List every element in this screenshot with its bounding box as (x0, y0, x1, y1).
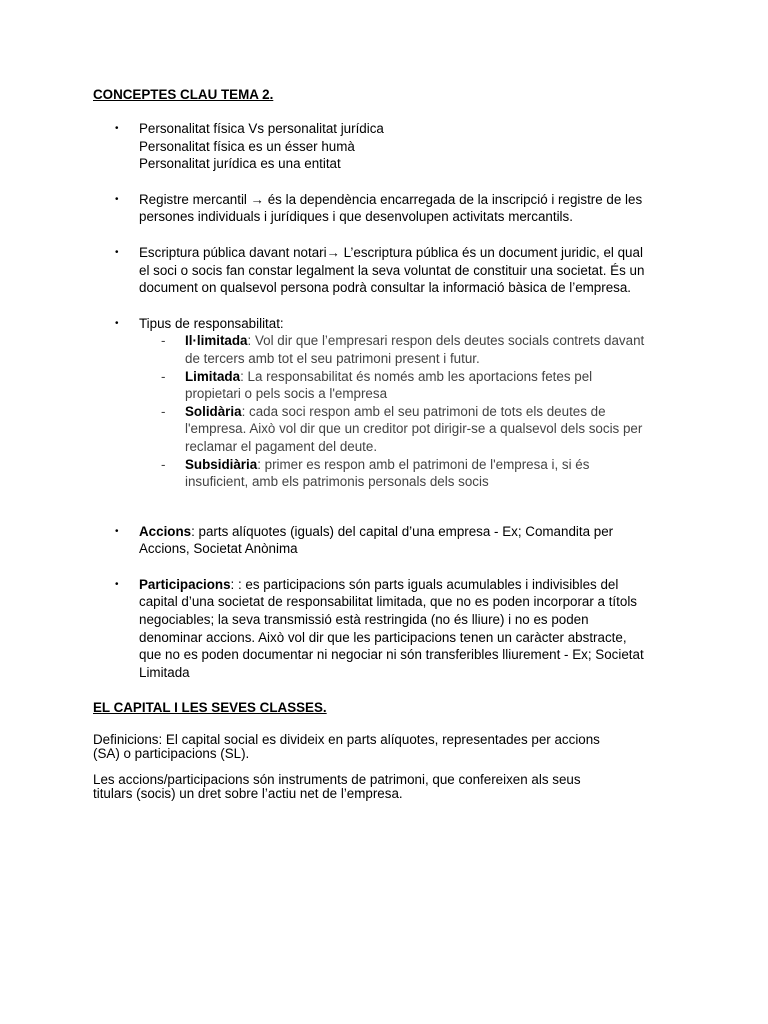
text-line: titulars (socis) un dret sobre l’actiu net de l’empresa. (93, 786, 403, 802)
text-line: negociables; la seva transmissió està restringida (no és lliure) i no es poden (139, 612, 589, 628)
paragraph-definicions (93, 733, 683, 761)
dash-icon: - (161, 333, 166, 349)
text-line: : Vol dir que l’empresari respon dels deutes socials contrets davant (247, 333, 645, 349)
bullet-icon: • (115, 525, 119, 537)
list-item-personalitat (93, 120, 683, 173)
text-line: denominar accions. Això vol dir que les participacions tenen un caràcter abstracte, (139, 629, 627, 645)
responsabilitat-sublist (139, 332, 683, 490)
text-line: que no es poden documentar ni negociar ni són transferibles lliurement - Ex; Societat (139, 647, 644, 663)
subitem-solidaria (139, 403, 683, 456)
paragraph-accions-participacions (93, 773, 683, 801)
bullet-icon: • (115, 193, 119, 205)
document-content (93, 86, 683, 813)
subitem-illimitada (139, 332, 683, 367)
text-line: de tercers amb tot el seu patrimoni present i futur. (185, 350, 480, 366)
text-line: Tipus de responsabilitat: (139, 315, 284, 331)
text-line: capital d’una societat de responsabilitat limitada, que no es poden incorporar a títols (139, 594, 637, 610)
bullet-icon: • (115, 578, 119, 590)
text-line: reclamar el pagament del deute. (185, 438, 378, 454)
term-label: Accions (139, 523, 192, 539)
term-label: Il·limitada (185, 333, 248, 349)
text-line: Definicions: El capital social es divideix en parts alíquotes, representades per accions (93, 732, 600, 748)
text-line: document on qualsevol persona podrà consultar la informació bàsica de l’empresa. (139, 280, 632, 296)
subitem-limitada (139, 368, 683, 403)
dash-icon: - (161, 368, 166, 384)
bullet-icon: • (115, 123, 119, 134)
bullet-icon: • (115, 246, 119, 258)
text-line: (SA) o participacions (SL). (93, 746, 250, 762)
bullet-icon: • (115, 317, 119, 329)
text-line: : primer es respon amb el patrimoni de l'empresa i, si és (257, 456, 590, 472)
section-title-capital: EL CAPITAL I LES SEVES CLASSES. (93, 700, 327, 716)
text-line: : cada soci respon amb el seu patrimoni de tots els deutes de (241, 403, 606, 419)
text-line: : : es participacions són parts iguals acumulables i indivisibles del (230, 576, 619, 592)
term-label: Participacions (139, 576, 231, 592)
list-item-escriptura (93, 244, 683, 297)
dash-icon: - (161, 456, 166, 472)
section-title-conceptes: CONCEPTES CLAU TEMA 2. (93, 87, 274, 102)
list-item-registre (93, 191, 683, 226)
concepts-list (93, 120, 683, 681)
subitem-subsidiaria (139, 456, 683, 491)
text-line: el soci o socis fan constar legalment la seva voluntat de constituir una societat. És un (139, 262, 645, 278)
text-line: Registre mercantil → és la dependència encarregada de la inscripció i registre de les (139, 191, 643, 207)
text-line: Personalitat física Vs personalitat jurídica (139, 121, 384, 136)
text-line: insuficient, amb els patrimonis personals dels socis (185, 474, 489, 490)
text-line: persones individuals i jurídiques i que desenvolupen activitats mercantils. (139, 209, 573, 225)
text-line: Escriptura pública davant notari→ L’escriptura pública és un document juridic, el qual (139, 244, 643, 260)
text-line: Personalitat jurídica es una entitat (139, 156, 341, 172)
text-line: : parts alíquotes (iguals) del capital d’una empresa - Ex; Comandita per (191, 523, 614, 539)
term-label: Subsidiària (185, 456, 258, 472)
list-item-accions (93, 523, 683, 558)
text-line: Accions, Societat Anònima (139, 541, 298, 557)
text-line: : La responsabilitat és només amb les aportacions fetes pel (240, 368, 593, 384)
text-line: propietari o pels socis a l'empresa (185, 386, 388, 402)
list-item-tipus-responsabilitat (93, 315, 683, 491)
text-line: Personalitat física es un ésser humà (139, 138, 355, 154)
term-label: Limitada (185, 368, 241, 384)
text-line: Limitada (139, 664, 190, 680)
text-line: Les accions/participacions són instruments de patrimoni, que confereixen als seus (93, 772, 581, 788)
dash-icon: - (161, 403, 166, 419)
list-item-participacions (93, 576, 683, 682)
term-label: Solidària (185, 403, 242, 419)
text-line: l'empresa. Això vol dir que un creditor pot dirigir-se a qualsevol dels socis per (185, 421, 643, 437)
